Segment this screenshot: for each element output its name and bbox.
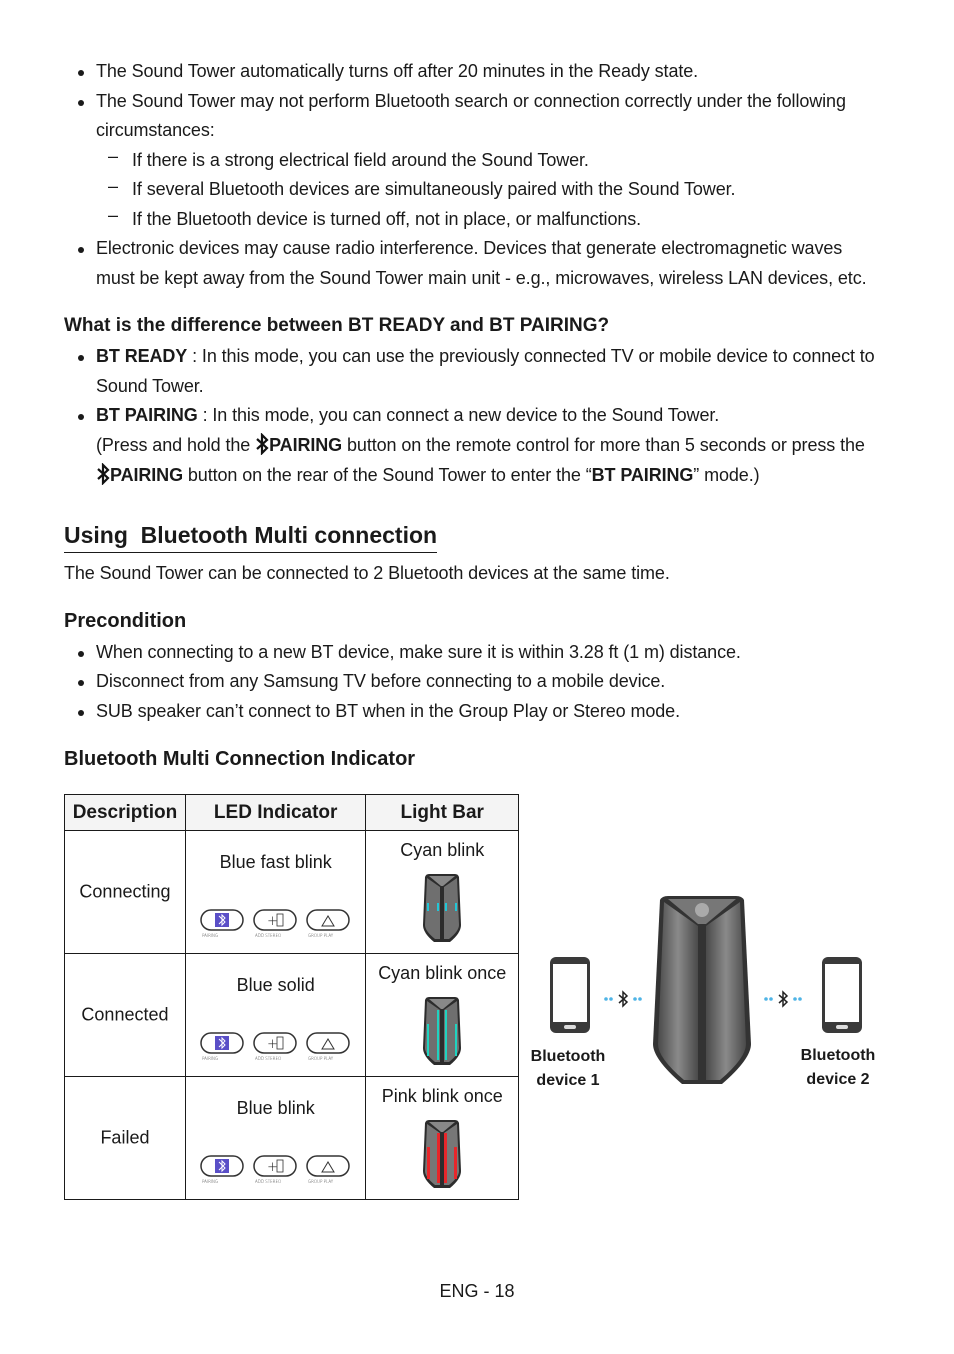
bar-cell bbox=[366, 831, 519, 954]
bullet-dot-3 bbox=[78, 710, 84, 716]
press-a: (Press and hold the bbox=[96, 435, 256, 455]
svg-text:ADD STEREO: ADD STEREO bbox=[254, 1056, 282, 1061]
precondition-item: Disconnect from any Samsung TV before connecting to a mobile device. bbox=[96, 671, 666, 691]
press-c: button on the rear of the Sound Tower to enter the “ bbox=[182, 465, 592, 485]
dash-text: If several Bluetooth devices are simultaneously paired with the Sound Tower. bbox=[132, 179, 736, 199]
desc-cell bbox=[65, 831, 186, 954]
led-cell bbox=[185, 831, 366, 954]
bt-ready-cont: Sound Tower. bbox=[96, 376, 204, 396]
bar-cell bbox=[366, 1077, 519, 1200]
device-2-label bbox=[790, 1044, 886, 1092]
bullet-text: Electronic devices may cause radio interference. Devices that generate electromagnetic waves bbox=[96, 238, 843, 258]
phone-icon bbox=[821, 956, 863, 1034]
pairing-word: PAIRING bbox=[269, 435, 343, 455]
sound-tower-icon bbox=[652, 894, 752, 1086]
faq-title bbox=[64, 315, 609, 337]
led-text: Blue blink bbox=[236, 1098, 315, 1118]
table-row bbox=[65, 954, 519, 1077]
section-title: Using Bluetooth Multi connection bbox=[64, 522, 437, 553]
bt-pairing-label: BT PAIRING bbox=[96, 405, 198, 425]
desc-text: Connecting bbox=[79, 881, 171, 902]
bullet-dot bbox=[78, 651, 84, 657]
bullet-text-cont: circumstances: bbox=[96, 120, 215, 140]
precondition-item: When connecting to a new BT device, make sure it is within 3.28 ft (1 m) distance. bbox=[96, 642, 741, 662]
connection-diagram bbox=[530, 890, 890, 1100]
bluetooth-icon bbox=[255, 433, 269, 455]
pairing-word: PAIRING bbox=[110, 465, 183, 485]
press-line-1 bbox=[96, 431, 865, 461]
led-text: Blue solid bbox=[236, 975, 315, 995]
bullet-dot bbox=[78, 70, 84, 76]
svg-text:ADD STEREO: ADD STEREO bbox=[254, 1179, 282, 1184]
faq-title-text: What is the difference between BT READY and BT PAIRING? bbox=[64, 315, 610, 336]
bt-ready-label: BT READY bbox=[96, 346, 188, 366]
bt-link-right bbox=[764, 988, 804, 1015]
svg-text:+: + bbox=[266, 1037, 278, 1052]
bar-text: Cyan blink bbox=[400, 840, 485, 860]
dash-mark: – bbox=[108, 146, 119, 166]
precondition-title bbox=[64, 610, 186, 633]
light-bar-tower bbox=[422, 996, 462, 1071]
press-line-2 bbox=[96, 461, 760, 491]
bullet-dot bbox=[78, 680, 84, 686]
desc-cell bbox=[65, 954, 186, 1077]
table-header-row bbox=[65, 795, 519, 831]
dash-text: If there is a strong electrical field around the Sound Tower. bbox=[132, 150, 589, 170]
light-bar-tower bbox=[422, 873, 462, 948]
bluetooth-icon bbox=[96, 463, 110, 485]
phone-icon bbox=[549, 956, 591, 1034]
button-panel bbox=[200, 1029, 350, 1066]
led-text: Blue fast blink bbox=[219, 852, 332, 872]
svg-text:+: + bbox=[266, 914, 278, 929]
device-1-line1: Bluetooth bbox=[530, 1048, 606, 1065]
header-led: LED Indicator bbox=[185, 795, 366, 831]
device-1-line2: device 1 bbox=[536, 1072, 600, 1089]
svg-text:PAIRING: PAIRING bbox=[201, 1056, 219, 1061]
bullet-text-cont: must be kept away from the Sound Tower main unit - e.g., microwaves, wireless LAN devices, etc. bbox=[96, 268, 867, 288]
desc-text: Failed bbox=[100, 1127, 150, 1148]
section-intro: The Sound Tower can be connected to 2 Bluetooth devices at the same time. bbox=[64, 563, 670, 583]
bluetooth-link-icon bbox=[604, 988, 644, 1010]
dash-mark: – bbox=[108, 205, 119, 225]
bt-link-left bbox=[604, 988, 644, 1015]
svg-text:+: + bbox=[266, 1160, 278, 1175]
bluetooth-link-icon bbox=[764, 988, 804, 1010]
bullet-dot bbox=[78, 100, 84, 106]
svg-text:GROUP PLAY: GROUP PLAY bbox=[307, 1056, 334, 1061]
light-bar-tower bbox=[422, 1119, 462, 1194]
precondition-title-text: Precondition bbox=[64, 610, 187, 632]
header-lightbar: Light Bar bbox=[366, 795, 519, 831]
device-2-line1: Bluetooth bbox=[800, 1047, 876, 1064]
bullet-dot bbox=[78, 355, 84, 361]
bt-pairing-mode: BT PAIRING bbox=[591, 465, 694, 485]
indicator-table bbox=[64, 794, 519, 1200]
indicator-title bbox=[64, 748, 415, 771]
bt-ready-text: : In this mode, you can use the previously connected TV or mobile device to connect to bbox=[187, 346, 875, 366]
bt-pairing-text: : In this mode, you can connect a new device to the Sound Tower. bbox=[197, 405, 720, 425]
bullet-dot bbox=[78, 414, 84, 420]
dash-text: If the Bluetooth device is turned off, not in place, or malfunctions. bbox=[132, 209, 642, 229]
desc-cell bbox=[65, 1077, 186, 1200]
table-row bbox=[65, 831, 519, 954]
bar-text: Cyan blink once bbox=[378, 963, 507, 983]
press-b: button on the remote control for more than 5 seconds or press the bbox=[342, 435, 865, 455]
led-cell bbox=[185, 1077, 366, 1200]
indicator-title-text: Bluetooth Multi Connection Indicator bbox=[64, 748, 416, 770]
led-cell bbox=[185, 954, 366, 1077]
bullet-text: The Sound Tower may not perform Bluetooth search or connection correctly under the following bbox=[96, 91, 846, 111]
device-2-line2: device 2 bbox=[806, 1071, 870, 1088]
button-panel bbox=[200, 1152, 350, 1189]
header-description: Description bbox=[65, 795, 186, 831]
press-d: ” mode.) bbox=[693, 465, 760, 485]
desc-text: Connected bbox=[81, 1004, 169, 1025]
bt-pairing-line bbox=[96, 401, 719, 431]
svg-text:GROUP PLAY: GROUP PLAY bbox=[307, 1179, 334, 1184]
bullet-text: The Sound Tower automatically turns off after 20 minutes in the Ready state. bbox=[96, 61, 699, 81]
precondition-item: SUB speaker can’t connect to BT when in the Group Play or Stereo mode. bbox=[96, 701, 680, 721]
dash-mark: – bbox=[108, 176, 119, 196]
page-footer: ENG - 18 bbox=[439, 1281, 515, 1301]
bar-text: Pink blink once bbox=[381, 1086, 503, 1106]
svg-text:PAIRING: PAIRING bbox=[201, 933, 219, 938]
table-row bbox=[65, 1077, 519, 1200]
bullet-dot bbox=[78, 247, 84, 253]
bt-ready-line bbox=[96, 342, 875, 372]
button-panel bbox=[200, 906, 350, 943]
svg-text:ADD STEREO: ADD STEREO bbox=[254, 933, 282, 938]
svg-text:GROUP PLAY: GROUP PLAY bbox=[307, 933, 334, 938]
device-1-label bbox=[520, 1045, 616, 1093]
bar-cell bbox=[366, 954, 519, 1077]
svg-text:PAIRING: PAIRING bbox=[201, 1179, 219, 1184]
